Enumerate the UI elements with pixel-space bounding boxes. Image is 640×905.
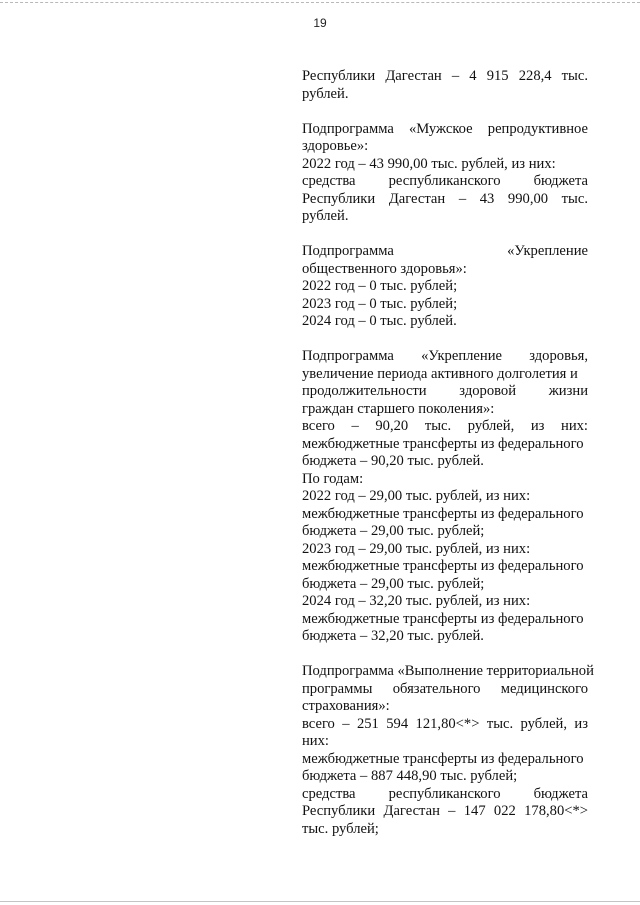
text-line: Подпрограмма «Выполнение территориальной bbox=[302, 663, 594, 679]
text-line: увеличение периода активного долголетия и bbox=[302, 365, 578, 382]
text-line: страхования»: bbox=[302, 698, 390, 714]
text-line: программы обязательного медицинского bbox=[302, 680, 588, 697]
text-line: межбюджетные трансферты из федерального bbox=[302, 610, 584, 627]
text-line: Республики Дагестан – 43 990,00 тыс. bbox=[302, 190, 588, 207]
text-line: Республики Дагестан – 147 022 178,80<*> bbox=[302, 803, 588, 819]
text-line: 2024 год – 0 тыс. рублей. bbox=[302, 313, 457, 329]
text-line: 2022 год – 0 тыс. рублей; bbox=[302, 278, 458, 294]
text-block bbox=[302, 663, 594, 838]
text-line: бюджета – 29,00 тыс. рублей; bbox=[302, 523, 485, 539]
text-line: 2022 год – 29,00 тыс. рублей, из них: bbox=[302, 488, 531, 504]
text-block bbox=[302, 68, 588, 103]
text-line: тыс. рублей; bbox=[302, 820, 379, 837]
text-line: них: bbox=[302, 733, 329, 749]
text-line: межбюджетные трансферты из федерального bbox=[302, 750, 584, 767]
text-line: бюджета – 887 448,90 тыс. рублей; bbox=[302, 768, 518, 784]
text-block bbox=[302, 121, 588, 226]
text-line: здоровье»: bbox=[302, 138, 369, 154]
page-bottom-edge bbox=[0, 901, 640, 903]
text-line: межбюджетные трансферты из федерального bbox=[302, 435, 584, 452]
text-line: 2023 год – 0 тыс. рублей; bbox=[302, 295, 458, 312]
text-block bbox=[302, 243, 588, 331]
text-line: бюджета – 32,20 тыс. рублей. bbox=[302, 628, 484, 644]
text-block bbox=[302, 348, 588, 646]
text-line: По годам: bbox=[302, 470, 364, 487]
text-line: 2024 год – 32,20 тыс. рублей, из них: bbox=[302, 593, 531, 609]
text-line: продолжительности здоровой жизни bbox=[302, 383, 588, 399]
text-line: 2023 год – 29,00 тыс. рублей, из них: bbox=[302, 540, 531, 557]
text-line: межбюджетные трансферты из федерального bbox=[302, 558, 584, 574]
text-line: бюджета – 90,20 тыс. рублей. bbox=[302, 453, 484, 469]
text-line: Подпрограмма «Укрепление bbox=[302, 243, 588, 259]
page-top-edge bbox=[0, 2, 640, 4]
text-line: средства республиканского бюджета bbox=[302, 785, 588, 802]
text-line: граждан старшего поколения»: bbox=[302, 400, 495, 417]
text-line: рублей. bbox=[302, 85, 349, 102]
text-line: средства республиканского бюджета bbox=[302, 173, 588, 189]
text-line: бюджета – 29,00 тыс. рублей; bbox=[302, 575, 485, 592]
text-line: общественного здоровья»: bbox=[302, 260, 467, 277]
text-line: межбюджетные трансферты из федерального bbox=[302, 505, 584, 522]
text-line: 2022 год – 43 990,00 тыс. рублей, из них: bbox=[302, 155, 556, 172]
page-number: 19 bbox=[313, 16, 327, 30]
text-line: всего – 90,20 тыс. рублей, из них: bbox=[302, 418, 588, 434]
text-line: всего – 251 594 121,80<*> тыс. рублей, из bbox=[302, 715, 588, 732]
text-line: Подпрограмма «Укрепление здоровья, bbox=[302, 348, 588, 364]
text-line: Подпрограмма «Мужское репродуктивное bbox=[302, 120, 588, 137]
document-body bbox=[302, 68, 594, 856]
text-line: рублей. bbox=[302, 208, 349, 224]
text-line: Республики Дагестан – 4 915 228,4 тыс. bbox=[302, 68, 588, 84]
